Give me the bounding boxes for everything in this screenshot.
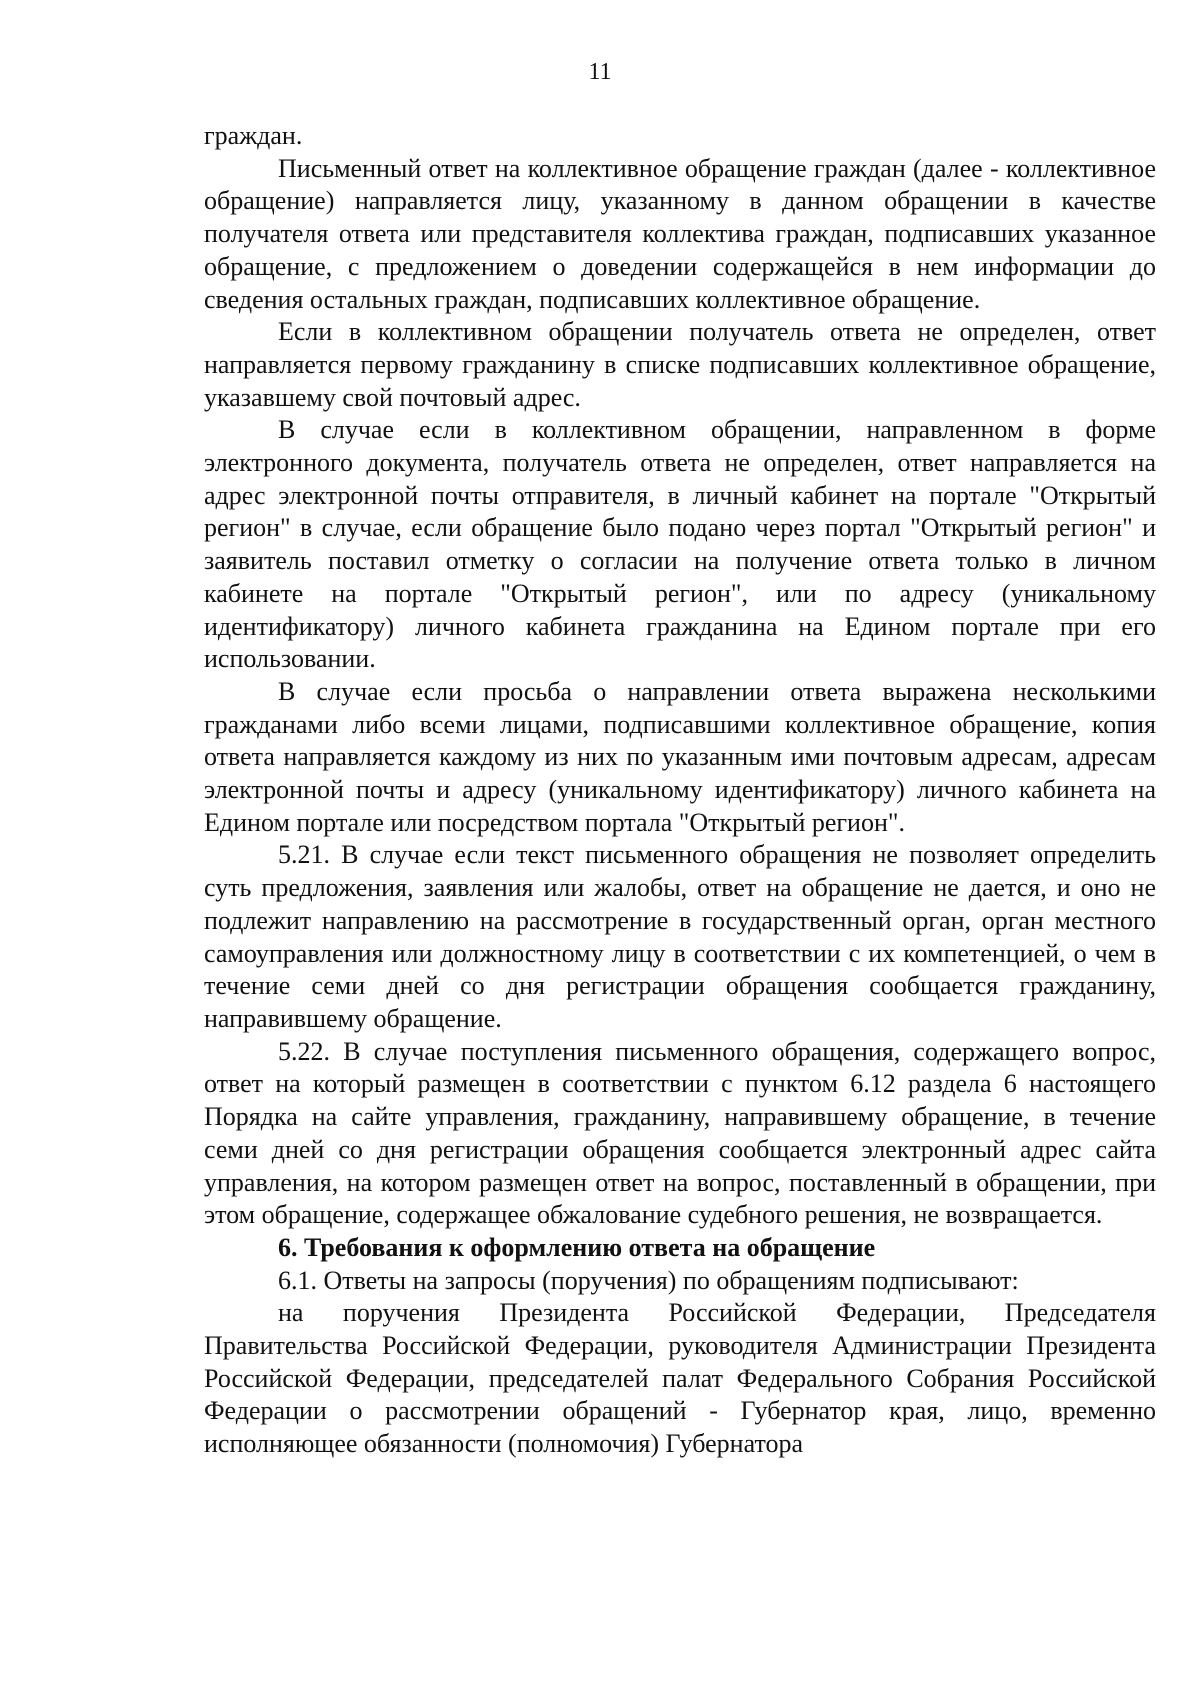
paragraph-continuation: граждан. [204,121,303,150]
paragraph-electronic-document: В случае если в коллективном обращении, направленном в форме электронного документа, получатель ответа не определен, ответ направляется на адрес электронной почты отправителя, в личный кабинет на портале "Открытый регион" в случае, если обращение было подано через портал "Открытый регион" и заявитель поставил отметку о согласии на получение ответа только в личном кабинете на портале "Открытый регион", или по адресу (уникальному идентификатору) личного кабинета гражданина на Едином портале при его использовании. [204,415,1156,674]
paragraph-signatories: на поручения Президента Российской Федерации, Председателя Правительства Российской Федерации, руководителя Администрации Президента Российской Федерации, председателей палат Федерального Собрания Российской Федерации о рассмотрении обращений - Губернатор края, лицо, временно исполняющее обязанности (полномочия) Губернатора [204,1298,1156,1459]
section-6-heading: 6. Требования к оформлению ответа на обращение [278,1232,876,1262]
document-body [204,120,1156,1461]
page-number: 11 [588,59,612,85]
paragraph-5-22: 5.22. В случае поступления письменного обращения, содержащего вопрос, ответ на который размещен в соответствии с пунктом 6.12 раздела 6 настоящего Порядка на сайте управления, гражданину, направившему обращение, в течение семи дней со дня регистрации обращения сообщается электронный адрес сайта управления, на котором размещен ответ на вопрос, поставленный в обращении, при этом обращение, содержащее обжалование судебного решения, не возвращается. [204,1036,1156,1230]
paragraph-collective-appeal-answer: Письменный ответ на коллективное обращение граждан (далее - коллективное обращение) направляется лицу, указанному в данном обращении в качестве получателя ответа или представителя коллектива граждан, подписавших указанное обращение, с предложением о доведении содержащейся в нем информации до сведения остальных граждан, подписавших коллективное обращение. [204,153,1156,314]
paragraph-6-1: 6.1. Ответы на запросы (поручения) по обращениям подписывают: [278,1265,1019,1295]
paragraph-5-21: 5.21. В случае если текст письменного обращения не позволяет определить суть предложения, заявления или жалобы, ответ на обращение не дается, и оно не подлежит направлению на рассмотрение в государственный орган, орган местного самоуправления или должностному лицу в соответствии с их компетенцией, о чем в течение семи дней со дня регистрации обращения сообщается гражданину, направившему обращение. [204,840,1156,1033]
paragraph-recipient-undefined: Если в коллективном обращении получатель ответа не определен, ответ направляется первому гражданину в списке подписавших коллективное обращение, указавшему свой почтовый адрес. [204,317,1156,412]
paragraph-multiple-citizens: В случае если просьба о направлении ответа выражена несколькими гражданами либо всеми лицами, подписавшими коллективное обращение, копия ответа направляется каждому из них по указанным ими почтовым адресам, адресам электронной почты и адресу (уникальному идентификатору) личного кабинета на Едином портале или посредством портала "Открытый регион". [204,676,1156,837]
